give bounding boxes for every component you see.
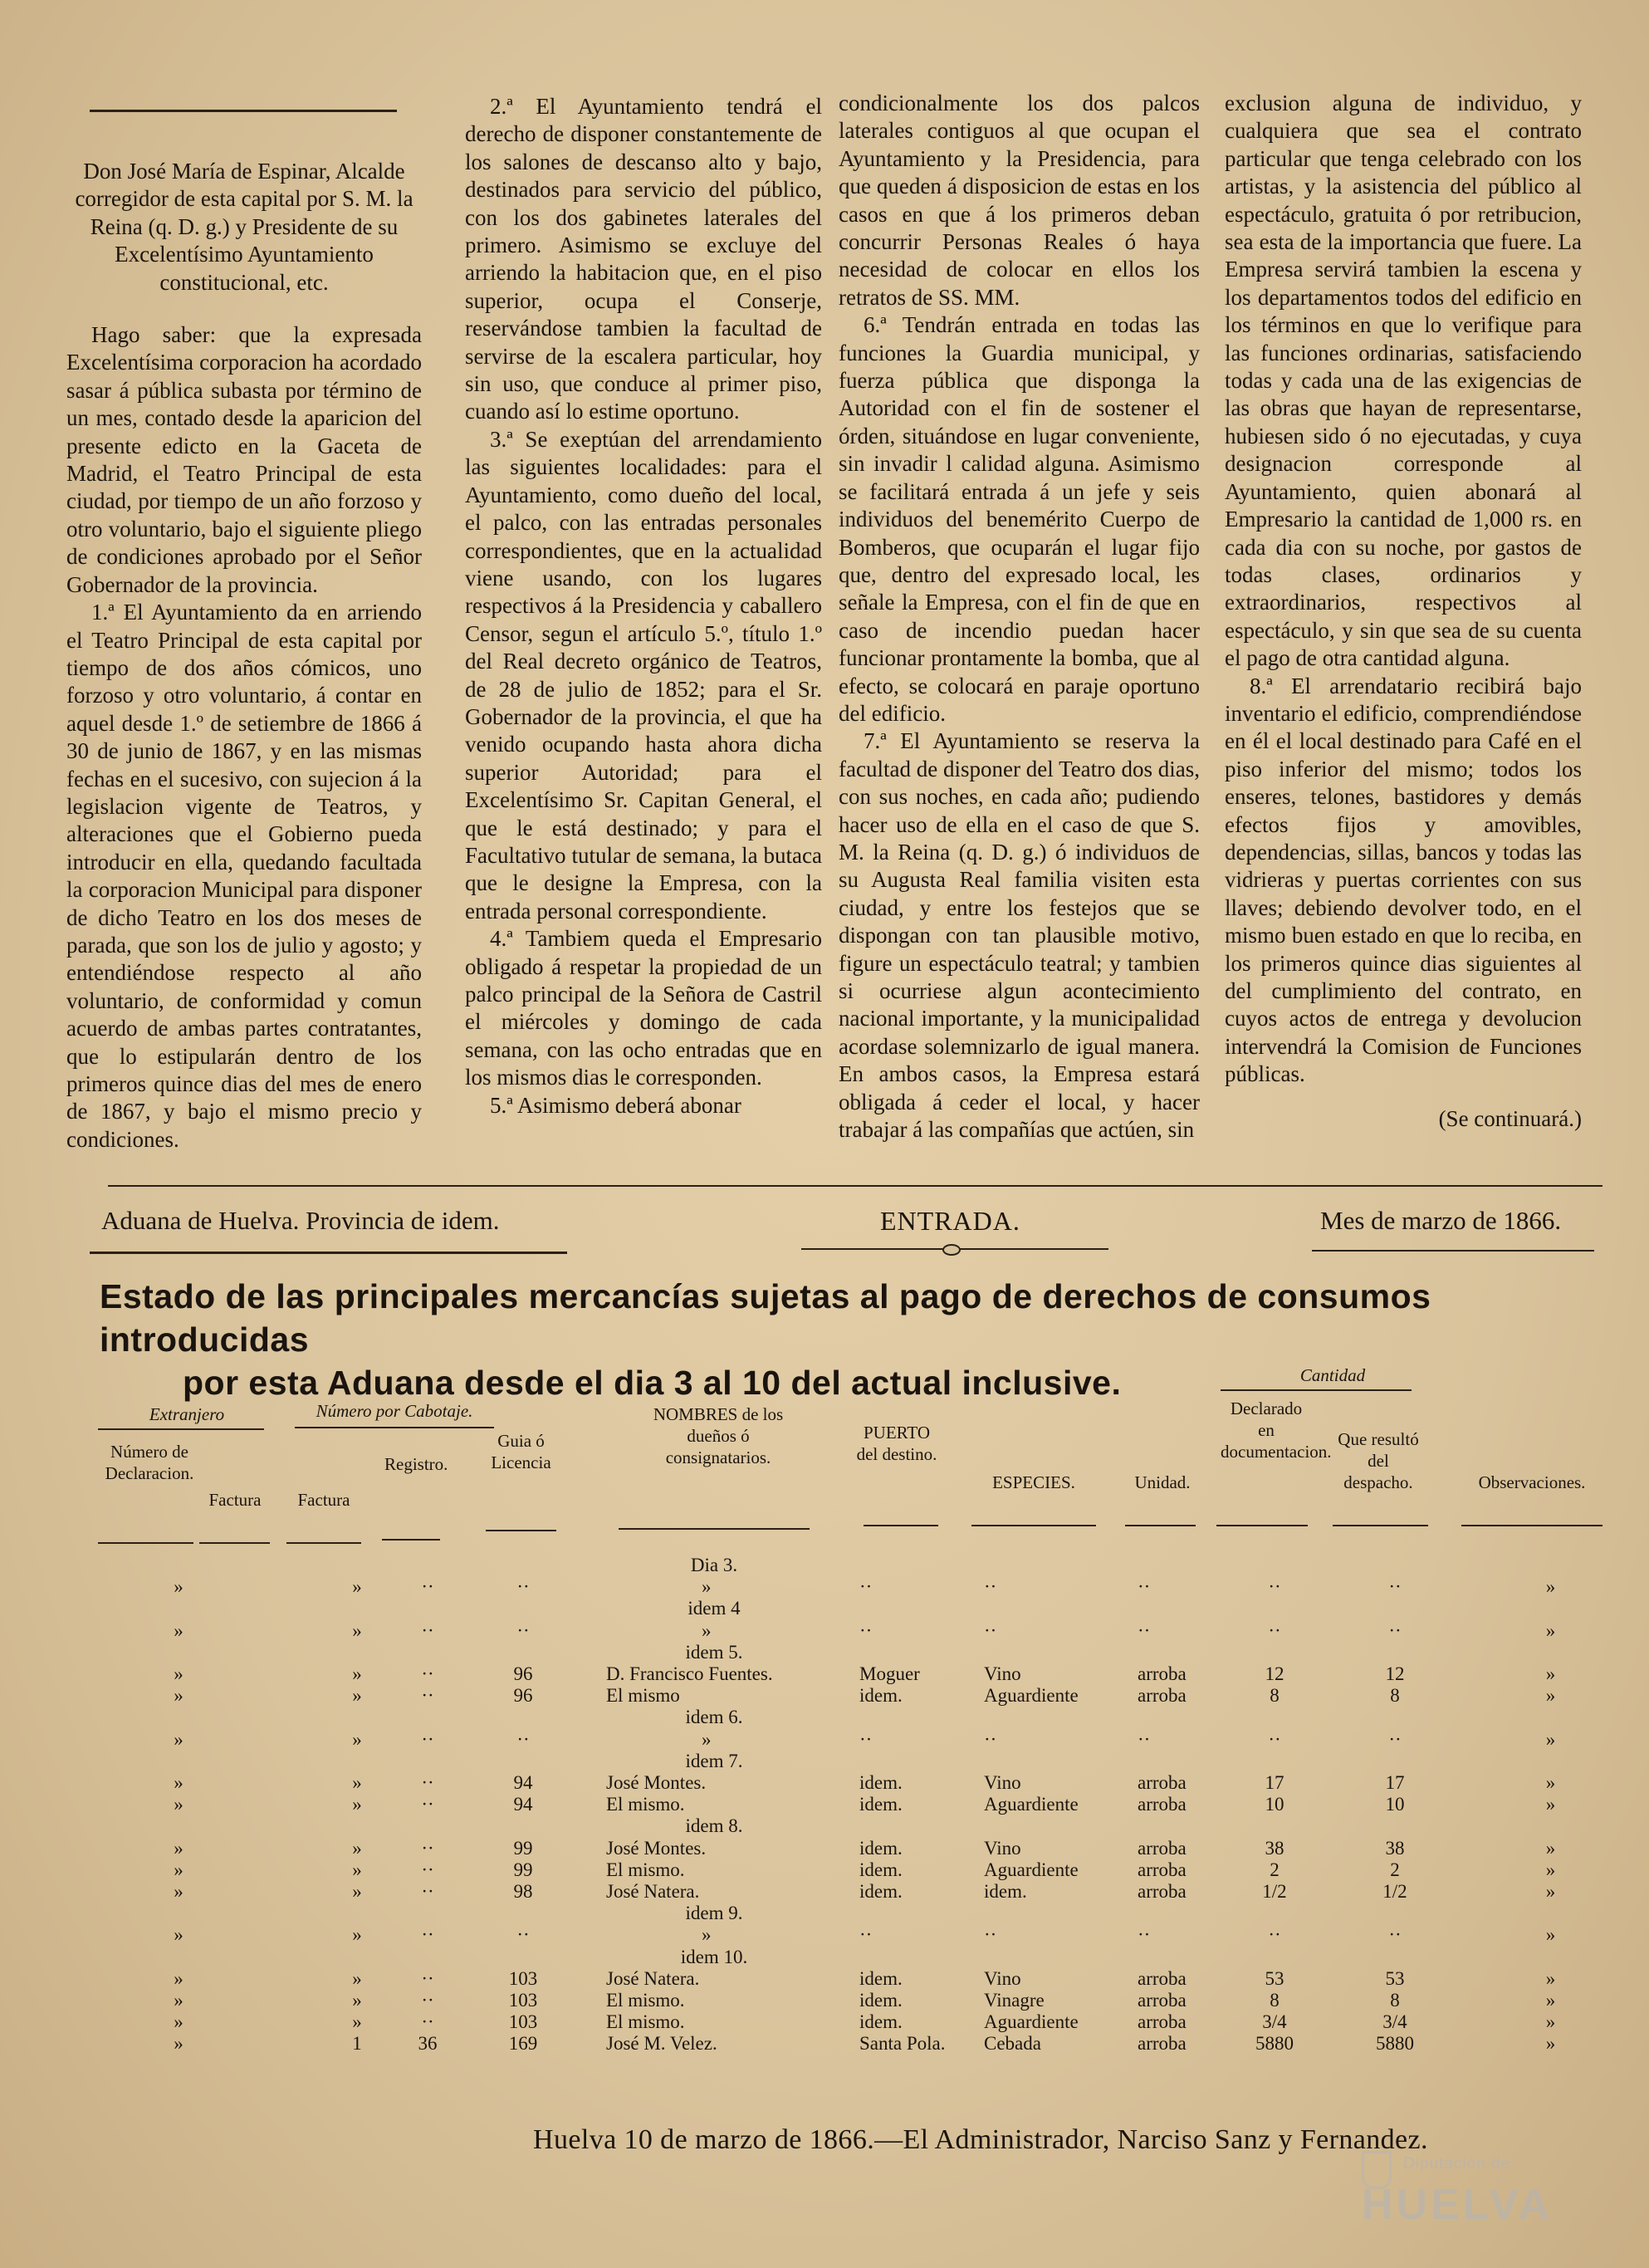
header-factura: Factura <box>208 1490 262 1510</box>
cell-a: » <box>174 1772 183 1793</box>
entrada-ornament-rule <box>801 1248 1108 1250</box>
cell-a: » <box>174 1924 183 1946</box>
cell-unidad: arroba <box>1138 1663 1187 1684</box>
cell-res: 8 <box>1390 1685 1400 1707</box>
cell-nombre: El mismo. <box>606 1859 685 1880</box>
header-registro: Registro. <box>384 1454 448 1474</box>
cell-a: » <box>174 1663 183 1684</box>
cell-nombre: José Montes. <box>606 1772 707 1793</box>
cell-c: ·· <box>421 1772 434 1793</box>
cell-a: » <box>174 1881 183 1902</box>
cell-nombre: José Natera. <box>606 1881 700 1902</box>
cell-especie: Aguardiente <box>984 1794 1079 1815</box>
date-subheading: idem 6. <box>685 1707 743 1728</box>
column-4 <box>1225 90 1582 1133</box>
column-rule <box>98 1542 193 1544</box>
cell-obs: » <box>1545 1859 1556 1880</box>
cell-res: 12 <box>1385 1663 1405 1684</box>
column-1 <box>66 93 422 1154</box>
date-subheading: idem 9. <box>685 1903 743 1924</box>
cell-b: » <box>352 1924 362 1946</box>
cell-nombre: » <box>702 1619 712 1641</box>
paragraph: 7.ª El Ayuntamiento se reserva la facultad de disponer del Teatro dos dias, con sus noches, en cada año; pudiendo hacer uso de ella en el caso de que S. M. la Reina (q. D. g.) ó individuos de su Augusta Real familia visiten esta ciudad, y entre los festejos que se dispongan con tan plausible motivo, figure un espectáculo teatral; y tambien si ocurriese algun acontecimiento nacional importante, y la municipalidad acordase solemnizarlo de igual manera. En ambos casos, la Empresa estará obligada á ceder el local, y hacer trabajar á las compañías que actúen, sin <box>839 728 1200 1143</box>
continued-note: (Se continuará.) <box>1438 1105 1582 1131</box>
cell-d: 103 <box>508 1967 538 1989</box>
cell-c: ·· <box>421 1663 434 1684</box>
header-resulto: Que resultó del despacho. <box>1338 1429 1419 1492</box>
cell-decl: 2 <box>1270 1859 1280 1880</box>
cell-obs: » <box>1545 1685 1556 1707</box>
cell-b: » <box>352 1685 362 1707</box>
cell-decl: 17 <box>1265 1772 1284 1793</box>
cell-decl: 5880 <box>1255 2033 1294 2055</box>
cell-obs: » <box>1545 1619 1556 1641</box>
cell-decl: 8 <box>1270 1685 1280 1707</box>
cell-obs: » <box>1545 1881 1556 1902</box>
cell-a: » <box>174 1990 183 2011</box>
cell-unidad: arroba <box>1138 1990 1187 2011</box>
column-2 <box>465 93 822 1119</box>
cell-c: ·· <box>421 1619 434 1641</box>
cell-b: » <box>352 1967 362 1989</box>
cell-b: » <box>352 1990 362 2011</box>
cell-unidad: ·· <box>1138 1728 1151 1750</box>
cell-obs: » <box>1545 2033 1556 2055</box>
cell-especie: Cebada <box>984 2033 1041 2055</box>
group-extranjero-label: Extranjero <box>149 1404 225 1424</box>
cell-decl: ·· <box>1268 1576 1281 1598</box>
paragraph: 8.ª El arrendatario recibirá bajo inventario el edificio, comprendiéndose en él el local destinado para Café en el piso inferior del mismo; todos los enseres, telones, bastidores y demás efectos fijos y amovibles, dependencias, sillas, bancos y todas las vidrieras y puertas corrientes con sus llaves; debiendo devolver todo, en el mismo buen estado en que lo reciba, en los primeros quince dias siguientes al del cumplimiento del contrato, en cuyos actos de entrega y devolucion intervendrá la Comision de Funciones públicas. <box>1225 673 1582 1087</box>
header-unidad: Unidad. <box>1134 1472 1191 1492</box>
cell-a: » <box>174 2011 183 2033</box>
cell-unidad: ·· <box>1138 1924 1151 1946</box>
cell-d: ·· <box>516 1924 530 1946</box>
header-observaciones: Observaciones. <box>1478 1472 1586 1492</box>
cell-nombre: El mismo. <box>606 1990 685 2011</box>
cell-unidad: arroba <box>1138 1685 1187 1707</box>
cell-nombre: » <box>702 1728 712 1750</box>
cell-b: 1 <box>352 2033 362 2055</box>
cell-a: » <box>174 1837 183 1859</box>
cell-a: » <box>174 1576 183 1598</box>
date-subheading: Dia 3. <box>690 1555 738 1575</box>
cell-unidad: arroba <box>1138 1837 1187 1859</box>
cell-d: 96 <box>513 1663 533 1684</box>
cell-decl: 38 <box>1265 1837 1284 1859</box>
cell-especie: Vinagre <box>984 1990 1045 2011</box>
cell-puerto: idem. <box>859 1859 903 1880</box>
cell-decl: 3/4 <box>1262 2011 1287 2033</box>
cell-c: ·· <box>421 1794 434 1815</box>
cell-obs: » <box>1545 1794 1556 1815</box>
group-extranjero <box>125 1403 249 1425</box>
estado-line-2: por esta Aduana desde el dia 3 al 10 del actual inclusive. <box>183 1364 1122 1402</box>
date-subheading: idem 10. <box>680 1946 748 1967</box>
cell-b: » <box>352 1663 362 1684</box>
cell-a: » <box>174 1794 183 1815</box>
heading-rule <box>1312 1250 1594 1252</box>
cell-b: » <box>352 1576 362 1598</box>
date-subheading: idem 7. <box>685 1750 743 1771</box>
paragraph: 4.ª Tambiem queda el Empresario obligado á respetar la propiedad de un palco principal de la Señora de Castril el miércoles y domingo de cada semana, con las ocho entradas que en los mismos dias le corresponden. <box>465 926 822 1090</box>
month-heading: Mes de marzo de 1866. <box>1320 1206 1562 1235</box>
section-divider <box>108 1185 1603 1187</box>
cell-res: 5880 <box>1376 2033 1414 2055</box>
cell-puerto: Moguer <box>859 1663 920 1684</box>
cell-c: ·· <box>421 1924 434 1946</box>
cell-c: ·· <box>421 1859 434 1880</box>
cell-decl: ·· <box>1268 1619 1281 1641</box>
group-rule <box>295 1427 494 1428</box>
cell-d: 169 <box>508 2033 538 2055</box>
cell-unidad: ·· <box>1138 1619 1151 1641</box>
group-cantidad <box>1254 1364 1412 1386</box>
cell-res: 3/4 <box>1382 2011 1407 2033</box>
cell-unidad: arroba <box>1138 1859 1187 1880</box>
cell-res: ·· <box>1388 1728 1402 1750</box>
header-nombres: NOMBRES de los dueños ó consignatarios. <box>653 1404 784 1467</box>
cell-nombre: » <box>702 1924 712 1946</box>
cell-res: 1/2 <box>1382 1881 1407 1902</box>
cell-decl: 53 <box>1265 1967 1284 1989</box>
cell-c: ·· <box>421 1881 434 1902</box>
column-rule <box>1125 1525 1196 1526</box>
cell-decl: 1/2 <box>1262 1881 1287 1902</box>
paragraph: 1.ª El Ayuntamiento da en arriendo el Teatro Principal de esta capital por tiempo de dos años cómicos, uno forzoso y otro voluntario, á contar en aquel desde 1.º de setiembre de 1866 á 30 de junio de 1867, y en las mismas fechas en el sucesivo, con sujecion á la legislacion vigente de Teatros, y alteraciones que el Gobierno pueda introducir en ella, quedando facultada la corporacion Municipal para disponer de dicho Teatro en los dos meses de parada, que son los de julio y agosto; y entendiéndose respecto al año voluntario, de conformidad y comun acuerdo de ambas partes contratantes, que lo estipularán dentro de los primeros quince dias del mes de enero de 1867, y bajo el mismo precio y condiciones. <box>66 600 422 1152</box>
cell-c: ·· <box>421 1990 434 2011</box>
cell-especie: ·· <box>984 1576 997 1598</box>
cell-a: » <box>174 2033 183 2055</box>
heading-rule <box>90 1252 567 1254</box>
cell-res: 2 <box>1390 1859 1400 1880</box>
cell-obs: » <box>1545 2011 1556 2033</box>
watermark-label: Diputación de <box>1403 2155 1511 2172</box>
group-cabotaje <box>295 1400 494 1422</box>
cell-puerto: idem. <box>859 2011 903 2033</box>
cell-res: 38 <box>1385 1837 1405 1859</box>
cell-unidad: arroba <box>1138 2011 1187 2033</box>
cell-nombre: » <box>702 1576 712 1598</box>
cell-obs: » <box>1545 1837 1556 1859</box>
paragraph: 2.ª El Ayuntamiento tendrá el derecho de disponer constantemente de los salones de descanso alto y bajo, destinados para servicio del público, con los dos gabinetes laterales del primero. Asimismo se excluye del arriendo la habitacion que, en el piso superior, ocupa el Conserje, reservándose tambien la facultad de servirse de la escalera particular, hoy sin uso, que conduce al primer piso, cuando así lo estime oportuno. <box>465 94 822 424</box>
column-rule <box>971 1525 1096 1526</box>
date-subheading: idem 4 <box>687 1598 741 1619</box>
cell-nombre: El mismo. <box>606 1794 685 1815</box>
cell-decl: 12 <box>1265 1663 1284 1684</box>
header-especies: ESPECIES. <box>992 1472 1075 1492</box>
cell-puerto: Santa Pola. <box>859 2033 946 2055</box>
column-rule <box>199 1542 270 1544</box>
cell-a: » <box>174 1728 183 1750</box>
group-cantidad-label: Cantidad <box>1299 1365 1366 1385</box>
cell-nombre: José M. Velez. <box>606 2033 717 2055</box>
cell-d: 99 <box>513 1837 533 1859</box>
column-rule <box>382 1539 440 1541</box>
cell-d: 103 <box>508 1990 538 2011</box>
cell-especie: Vino <box>984 1663 1021 1684</box>
date-subheading: idem 5. <box>685 1641 743 1663</box>
cell-nombre: José Montes. <box>606 1837 707 1859</box>
column-rule <box>1333 1525 1428 1526</box>
cell-d: 103 <box>508 2011 538 2033</box>
header-puerto: PUERTO del destino. <box>856 1423 937 1464</box>
cell-obs: » <box>1545 1576 1556 1598</box>
cell-d: ·· <box>516 1619 530 1641</box>
cell-decl: ·· <box>1268 1728 1281 1750</box>
cell-unidad: arroba <box>1138 2033 1187 2055</box>
cell-puerto: idem. <box>859 1794 903 1815</box>
paragraph: condicionalmente los dos palcos laterales contiguos al que ocupan el Ayuntamiento y la Presidencia, para que queden á disposicion de estas en los casos en que á los primeros deban concurrir Personas Reales ó haya necesidad de colocar en ellos los retratos de SS. MM. <box>839 91 1200 310</box>
cell-puerto: ·· <box>859 1619 873 1641</box>
column-rule <box>486 1530 556 1531</box>
cell-res: 53 <box>1385 1967 1405 1989</box>
group-cabotaje-label: Número por Cabotaje. <box>316 1401 473 1421</box>
cell-c: ·· <box>421 1837 434 1859</box>
cell-a: » <box>174 1685 183 1707</box>
cell-c: ·· <box>421 2011 434 2033</box>
cell-especie: ·· <box>984 1728 997 1750</box>
cell-unidad: arroba <box>1138 1881 1187 1902</box>
aduana-heading: Aduana de Huelva. Provincia de idem. <box>101 1206 500 1235</box>
column-3 <box>839 90 1200 1144</box>
header-factura: Factura <box>297 1490 350 1510</box>
date-subheading: idem 8. <box>685 1815 743 1837</box>
cell-d: 94 <box>513 1772 533 1793</box>
cell-d: ·· <box>516 1576 530 1598</box>
cell-d: 94 <box>513 1794 533 1815</box>
cell-c: 36 <box>418 2033 438 2055</box>
cell-nombre: El mismo <box>606 1685 680 1707</box>
entrada-heading: ENTRADA. <box>880 1206 1020 1236</box>
cell-puerto: idem. <box>859 1837 903 1859</box>
cell-a: » <box>174 1967 183 1989</box>
cell-b: » <box>352 1794 362 1815</box>
cell-especie: ·· <box>984 1619 997 1641</box>
cell-obs: » <box>1545 1924 1556 1946</box>
edict-intro: Don José María de Espinar, Alcalde corregidor de esta capital por S. M. la Reina (q. D. g.) y Presidente de su Excelentísimo Ayuntamiento constitucional, etc. <box>75 159 413 295</box>
paragraph: 3.ª Se exeptúan del arrendamiento las siguientes localidades: para el Ayuntamiento, como dueño del local, el palco, con las entradas personales correspondientes, que en la actualidad viene usando, con los lugares respectivos á la Presidencia y caballero Censor, segun el artículo 5.º, título 1.º del Real decreto orgánico de Teatros, de 28 de julio de 1852; para el Sr. Gobernador de la provincia, el que ha venido ocupando hasta ahora dicha superior Autoridad; para el Excelentísimo Sr. Capitan General, el que le está destinado; y para el Facultativo tutular de semana, la butaca que le designe la Empresa, con la entrada personal correspondiente. <box>465 426 822 923</box>
column-rule <box>619 1528 810 1530</box>
cell-a: » <box>174 1859 183 1880</box>
cell-decl: ·· <box>1268 1924 1281 1946</box>
cell-puerto: idem. <box>859 1685 903 1707</box>
cell-res: 8 <box>1390 1990 1400 2011</box>
cell-b: » <box>352 1859 362 1880</box>
cell-obs: » <box>1545 1967 1556 1989</box>
cell-obs: » <box>1545 1772 1556 1793</box>
column-rule <box>286 1542 361 1544</box>
cell-b: » <box>352 1728 362 1750</box>
cell-obs: » <box>1545 1990 1556 2011</box>
cell-puerto: ·· <box>859 1924 873 1946</box>
cell-nombre: El mismo. <box>606 2011 685 2033</box>
cell-b: » <box>352 2011 362 2033</box>
signature-line: Huelva 10 de marzo de 1866.—El Administrador, Narciso Sanz y Fernandez. <box>533 2124 1428 2155</box>
column-rule <box>1461 1525 1603 1526</box>
cell-c: ·· <box>421 1967 434 1989</box>
cell-unidad: arroba <box>1138 1772 1187 1793</box>
column-rule <box>864 1525 938 1526</box>
cell-obs: » <box>1545 1728 1556 1750</box>
cell-a: » <box>174 1619 183 1641</box>
cell-obs: » <box>1545 1663 1556 1684</box>
header-declarado: Declarado en documentacion. <box>1221 1399 1332 1462</box>
cell-puerto: idem. <box>859 1967 903 1989</box>
cell-especie: Aguardiente <box>984 2011 1079 2033</box>
cell-decl: 10 <box>1265 1794 1284 1815</box>
cell-c: ·· <box>421 1685 434 1707</box>
cell-especie: Aguardiente <box>984 1859 1079 1880</box>
watermark: HUELVA <box>1362 2181 1554 2229</box>
paragraph: 6.ª Tendrán entrada en todas las funciones la Guardia municipal, y fuerza pública que disponga la Autoridad con el fin de sostener el órden, situándose en lugar conveniente, sin invadir l calidad alguna. Asimismo se facilitará entrada á un jefe y seis individuos del benemérito Cuerpo de Bomberos, que ocuparán el lugar fijo que, dentro del expresado local, les señale la Empresa, con el fin de que en caso de incendio puedan hacer funcionar prontamente la bomba, que al efecto, se colocará en paraje oportuno del edificio. <box>839 312 1200 726</box>
cell-puerto: ·· <box>859 1728 873 1750</box>
cell-especie: idem. <box>984 1881 1027 1902</box>
cell-d: ·· <box>516 1728 530 1750</box>
cell-d: 96 <box>513 1685 533 1707</box>
cell-puerto: idem. <box>859 1990 903 2011</box>
cell-b: » <box>352 1619 362 1641</box>
group-rule <box>1221 1389 1412 1391</box>
cell-especie: ·· <box>984 1924 997 1946</box>
cell-especie: Vino <box>984 1772 1021 1793</box>
cell-puerto: idem. <box>859 1772 903 1793</box>
cell-decl: 8 <box>1270 1990 1280 2011</box>
cell-puerto: ·· <box>859 1576 873 1598</box>
cell-unidad: arroba <box>1138 1967 1187 1989</box>
estado-line-1: Estado de las principales mercancías sujetas al pago de derechos de consumos introducidas <box>100 1277 1431 1359</box>
cell-unidad: arroba <box>1138 1794 1187 1815</box>
cell-res: 10 <box>1385 1794 1405 1815</box>
cell-unidad: ·· <box>1138 1576 1151 1598</box>
cell-c: ·· <box>421 1728 434 1750</box>
cell-c: ·· <box>421 1576 434 1598</box>
cell-puerto: idem. <box>859 1881 903 1902</box>
cell-b: » <box>352 1881 362 1902</box>
header-num-declaracion: Número de Declaracion. <box>105 1442 194 1483</box>
paragraph: 5.ª Asimismo deberá abonar <box>490 1092 741 1118</box>
cell-especie: Vino <box>984 1967 1021 1989</box>
cell-d: 98 <box>513 1881 533 1902</box>
group-rule <box>98 1428 264 1430</box>
header-guia: Guia ó Licencia <box>491 1431 551 1472</box>
cell-res: ·· <box>1388 1924 1402 1946</box>
cell-nombre: José Natera. <box>606 1967 700 1989</box>
cell-res: ·· <box>1388 1619 1402 1641</box>
cell-especie: Aguardiente <box>984 1685 1079 1707</box>
cell-d: 99 <box>513 1859 533 1880</box>
cell-b: » <box>352 1837 362 1859</box>
cell-nombre: D. Francisco Fuentes. <box>606 1663 773 1684</box>
cell-b: » <box>352 1772 362 1793</box>
cell-especie: Vino <box>984 1837 1021 1859</box>
cell-res: 17 <box>1385 1772 1405 1793</box>
paragraph: exclusion alguna de individuo, y cualquiera que sea el contrato particular que tenga celebrado con los artistas, y la asistencia del público al espectáculo, gratuita ó por retribucion, sea esta de la importancia que fuere. La Empresa servirá tambien la escena y los departamentos todos del edificio en los términos en que lo verifique para las funciones ordinarias, satisfaciendo todas y cada una de las exigencias de las obras que hayan de representarse, hubiesen sido ó no ejecutadas, y cuya designacion corresponde al Ayuntamiento, quien abonará al Empresario la cantidad de 1,000 rs. en cada dia con su noche, por gastos de todas clases, ordinarios y extraordinarios, respectivos al espectáculo, y sin que sea de su cuenta el pago de otra cantidad alguna. <box>1225 91 1582 671</box>
cell-res: ·· <box>1388 1576 1402 1598</box>
paragraph: Hago saber: que la expresada Excelentísima corporacion ha acordado sasar á pública subasta por término de un mes, contado desde la aparicion del presente edicto en la Gaceta de Madrid, el Teatro Principal de esta ciudad, por tiempo de un año forzoso y otro voluntario, bajo el siguiente pliego de condiciones aprobado por el Señor Gobernador de la provincia. <box>66 322 422 597</box>
column-rule <box>1216 1525 1308 1526</box>
